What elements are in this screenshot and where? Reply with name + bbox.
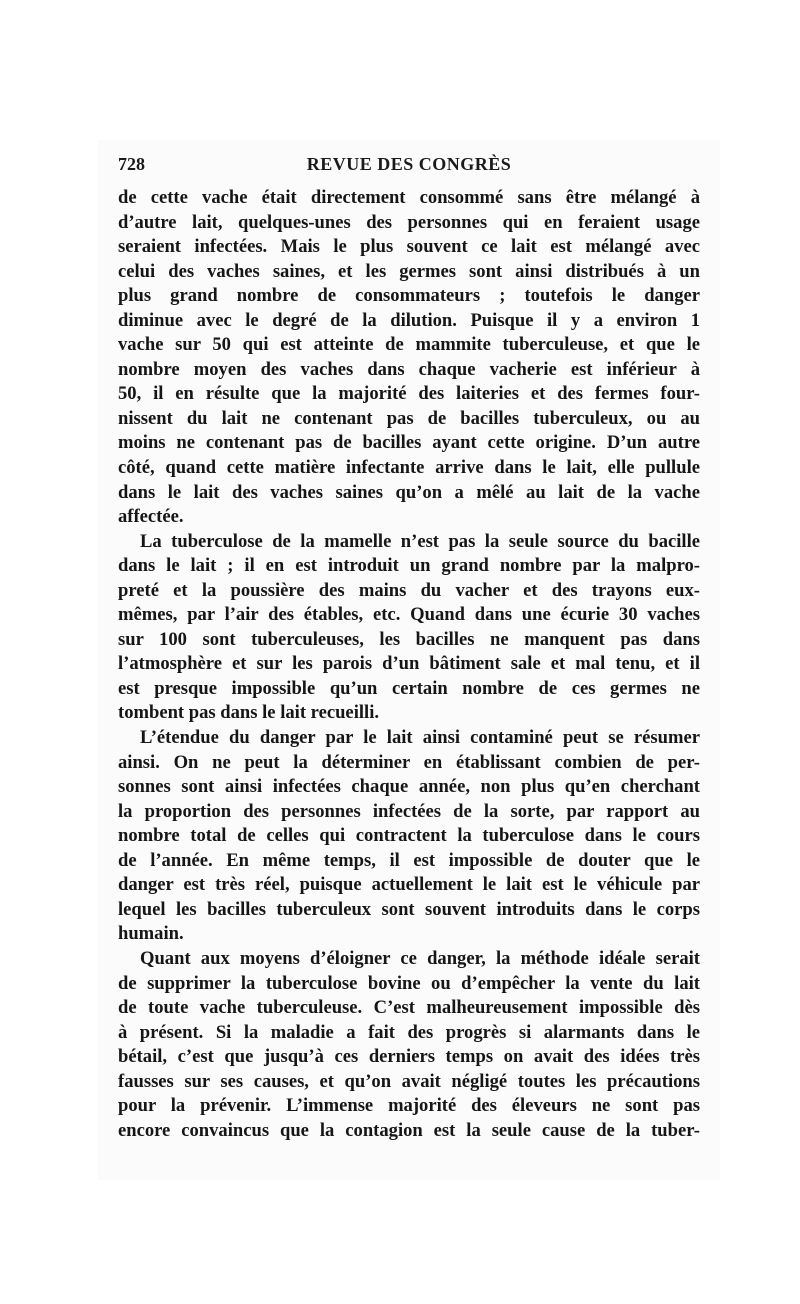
- text-line: de supprimer la tuberculose bovine ou d’empêcher la vente du lait: [118, 972, 700, 994]
- text-line: nombre moyen des vaches dans chaque vacherie est inférieur à: [118, 358, 700, 380]
- page-number: 728: [118, 154, 145, 174]
- text-line: nombre total de celles qui contractent la tuberculose dans le cours: [118, 825, 700, 847]
- paragraph-4: [118, 947, 700, 1143]
- text-line: dans le lait des vaches saines qu’on a mêlé au lait de la vache: [118, 481, 700, 503]
- text-line: nissent du lait ne contenant pas de bacilles tuberculeux, ou au: [118, 407, 700, 429]
- text-line: L’étendue du danger par le lait ainsi contaminé peut se résumer: [140, 727, 700, 749]
- paragraph-2: [118, 530, 700, 726]
- text-line: côté, quand cette matière infectante arrive dans le lait, elle pullule: [118, 457, 700, 479]
- text-line: dans le lait ; il en est introduit un grand nombre par la malpro-: [118, 555, 700, 577]
- text-line: celui des vaches saines, et les germes sont ainsi distribués à un: [118, 260, 700, 282]
- text-line: bétail, c’est que jusqu’à ces derniers temps on avait des idées très: [118, 1046, 700, 1068]
- page-header: [118, 154, 700, 180]
- text-line: plus grand nombre de consommateurs ; toutefois le danger: [118, 285, 700, 307]
- paragraph-3: [118, 726, 700, 947]
- text-line: sonnes sont ainsi infectées chaque année, non plus qu’en cherchant: [118, 776, 700, 798]
- text-line: pour la prévenir. L’immense majorité des éleveurs ne sont pas: [118, 1095, 700, 1117]
- text-line: preté et la poussière des mains du vacher et des trayons eux-: [118, 579, 700, 601]
- text-line: moins ne contenant pas de bacilles ayant cette origine. D’un autre: [118, 432, 700, 454]
- text-line: danger est très réel, puisque actuellement le lait est le véhicule par: [118, 874, 700, 896]
- text-line: diminue avec le degré de la dilution. Puisque il y a environ 1: [118, 309, 700, 331]
- text-line: encore convaincus que la contagion est la seule cause de la tuber-: [118, 1119, 700, 1141]
- text-line: 50, il en résulte que la majorité des laiteries et des fermes four-: [118, 383, 700, 405]
- text-line: lequel les bacilles tuberculeux sont souvent introduits dans le corps: [118, 898, 700, 920]
- text-line: humain.: [118, 923, 184, 945]
- text-line: de toute vache tuberculeuse. C’est malheureusement impossible dès: [118, 997, 700, 1019]
- text-line: affectée.: [118, 506, 184, 528]
- text-line: est presque impossible qu’un certain nombre de ces germes ne: [118, 677, 700, 699]
- text-line: mêmes, par l’air des étables, etc. Quand dans une écurie 30 vaches: [118, 604, 700, 626]
- text-line: de cette vache était directement consommé sans être mélangé à: [118, 187, 700, 208]
- text-line: ainsi. On ne peut la déterminer en établissant combien de per-: [118, 751, 700, 773]
- text-line: La tuberculose de la mamelle n’est pas la seule source du bacille: [140, 530, 700, 552]
- text-line: Quant aux moyens d’éloigner ce danger, la méthode idéale serait: [140, 947, 700, 969]
- text-line: sur 100 sont tuberculeuses, les bacilles ne manquent pas dans: [118, 628, 700, 650]
- text-line: vache sur 50 qui est atteinte de mammite tuberculeuse, et que le: [118, 334, 700, 356]
- text-line: tombent pas dans le lait recueilli.: [118, 702, 380, 724]
- text-line: l’atmosphère et sur les parois d’un bâtiment sale et mal tenu, et il: [118, 653, 700, 675]
- body-text: [118, 186, 700, 1143]
- text-line: la proportion des personnes infectées de la sorte, par rapport au: [118, 800, 700, 822]
- text-line: seraient infectées. Mais le plus souvent ce lait est mélangé avec: [118, 236, 700, 258]
- text-line: à présent. Si la maladie a fait des progrès si alarmants dans le: [118, 1021, 700, 1043]
- text-line: fausses sur ses causes, et qu’on avait négligé toutes les précautions: [118, 1070, 700, 1092]
- text-line: d’autre lait, quelques-unes des personnes qui en feraient usage: [118, 211, 700, 233]
- paragraph-1: [118, 186, 700, 530]
- running-title: REVUE DES CONGRÈS: [306, 154, 512, 174]
- text-line: de l’année. En même temps, il est impossible de douter que le: [118, 849, 700, 871]
